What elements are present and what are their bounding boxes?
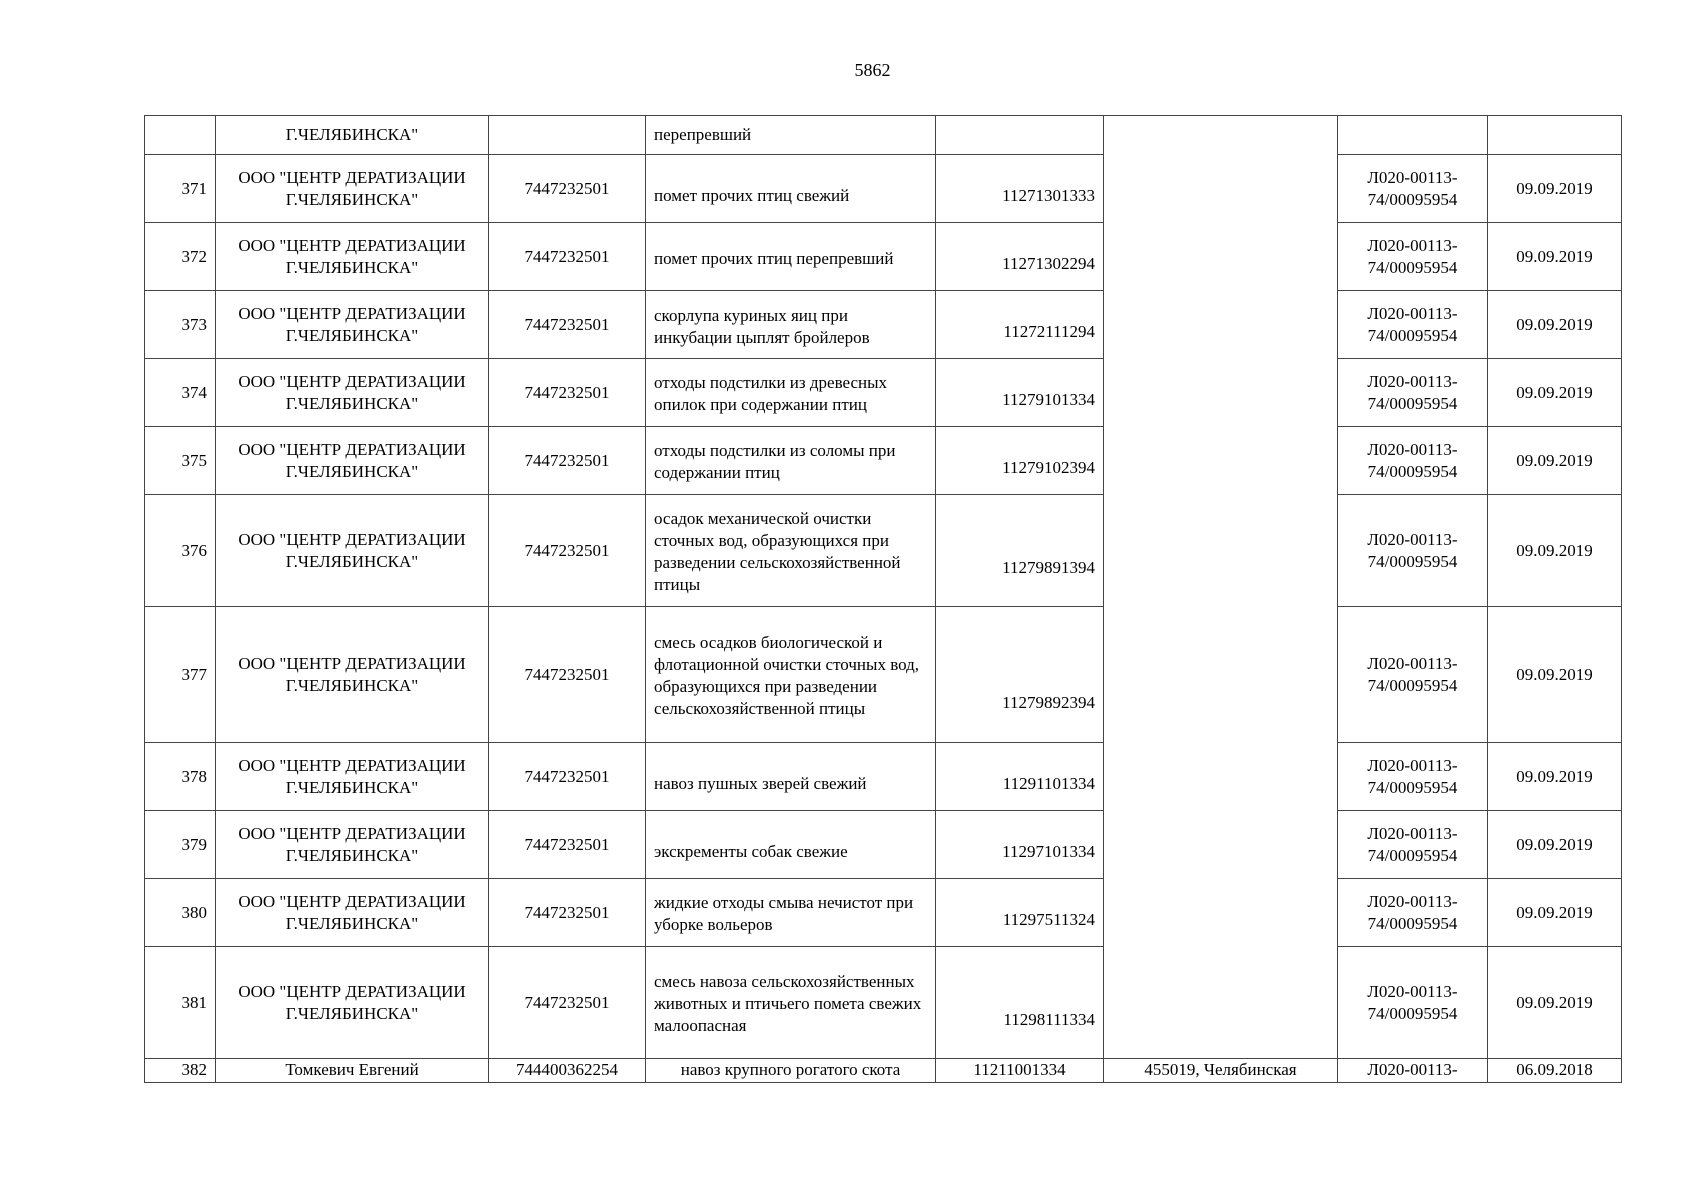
cell-license: Л020-00113-74/00095954	[1338, 879, 1488, 947]
cell-address-blank	[1104, 116, 1338, 1059]
cell-inn	[489, 116, 646, 155]
cell-number: 382	[145, 1059, 216, 1083]
cell-waste-code: 11272111294	[936, 291, 1104, 359]
cell-inn: 7447232501	[489, 427, 646, 495]
cell-inn: 7447232501	[489, 223, 646, 291]
cell-waste-code: 11271302294	[936, 223, 1104, 291]
cell-waste-name: осадок механической очистки сточных вод, образующихся при разведении сельскохозяйственной птицы	[646, 495, 936, 607]
cell-waste-code: 11279101334	[936, 359, 1104, 427]
cell-waste-name: экскременты собак свежие	[646, 811, 936, 879]
cell-inn: 7447232501	[489, 291, 646, 359]
cell-organization: ООО "ЦЕНТР ДЕРАТИЗАЦИИ Г.ЧЕЛЯБИНСКА"	[216, 427, 489, 495]
cell-waste-code: 11297511324	[936, 879, 1104, 947]
cell-number: 374	[145, 359, 216, 427]
cell-organization: ООО "ЦЕНТР ДЕРАТИЗАЦИИ Г.ЧЕЛЯБИНСКА"	[216, 607, 489, 743]
cell-waste-code: 11298111334	[936, 947, 1104, 1059]
cell-inn: 7447232501	[489, 743, 646, 811]
cell-number: 380	[145, 879, 216, 947]
waste-license-table	[144, 115, 1622, 1083]
cell-waste-name: навоз пушных зверей свежий	[646, 743, 936, 811]
cell-waste-name: жидкие отходы смыва нечистот при уборке вольеров	[646, 879, 936, 947]
cell-date: 09.09.2019	[1488, 359, 1622, 427]
table-row	[145, 495, 1622, 607]
cell-number: 381	[145, 947, 216, 1059]
cell-license: Л020-00113-74/00095954	[1338, 155, 1488, 223]
cell-license: Л020-00113-74/00095954	[1338, 427, 1488, 495]
table-row	[145, 947, 1622, 1059]
cell-license: Л020-00113-74/00095954	[1338, 291, 1488, 359]
page-number: 5862	[854, 60, 891, 80]
cell-organization: Г.ЧЕЛЯБИНСКА"	[216, 116, 489, 155]
cell-number: 371	[145, 155, 216, 223]
cell-number: 378	[145, 743, 216, 811]
cell-license: Л020-00113-74/00095954	[1338, 223, 1488, 291]
cell-waste-code: 11211001334	[936, 1059, 1104, 1083]
cell-number: 376	[145, 495, 216, 607]
cell-license: Л020-00113-74/00095954	[1338, 359, 1488, 427]
cell-waste-code	[936, 116, 1104, 155]
table-row	[145, 223, 1622, 291]
cell-number: 375	[145, 427, 216, 495]
cell-waste-code: 11297101334	[936, 811, 1104, 879]
cell-license	[1338, 116, 1488, 155]
cell-waste-name: помет прочих птиц перепревший	[646, 223, 936, 291]
cell-date: 09.09.2019	[1488, 223, 1622, 291]
cell-date: 09.09.2019	[1488, 607, 1622, 743]
cell-waste-name: смесь навоза сельскохозяйственных животных и птичьего помета свежих малоопасная	[646, 947, 936, 1059]
cell-license: Л020-00113-74/00095954	[1338, 947, 1488, 1059]
cell-license: Л020-00113-74/00095954	[1338, 743, 1488, 811]
cell-organization: ООО "ЦЕНТР ДЕРАТИЗАЦИИ Г.ЧЕЛЯБИНСКА"	[216, 879, 489, 947]
cell-waste-name: навоз крупного рогатого скота	[646, 1059, 936, 1083]
cell-waste-name: отходы подстилки из соломы при содержании птиц	[646, 427, 936, 495]
cell-inn: 7447232501	[489, 811, 646, 879]
cell-organization: ООО "ЦЕНТР ДЕРАТИЗАЦИИ Г.ЧЕЛЯБИНСКА"	[216, 811, 489, 879]
cell-date: 09.09.2019	[1488, 155, 1622, 223]
cell-number: 379	[145, 811, 216, 879]
cell-waste-code: 11279102394	[936, 427, 1104, 495]
cell-number: 377	[145, 607, 216, 743]
cell-organization: ООО "ЦЕНТР ДЕРАТИЗАЦИИ Г.ЧЕЛЯБИНСКА"	[216, 223, 489, 291]
cell-waste-code: 11271301333	[936, 155, 1104, 223]
cell-number: 372	[145, 223, 216, 291]
table-row	[145, 607, 1622, 743]
cell-date: 06.09.2018	[1488, 1059, 1622, 1083]
cell-waste-code: 11279891394	[936, 495, 1104, 607]
cell-date: 09.09.2019	[1488, 743, 1622, 811]
cell-waste-name: помет прочих птиц свежий	[646, 155, 936, 223]
cell-date: 09.09.2019	[1488, 495, 1622, 607]
cell-date: 09.09.2019	[1488, 879, 1622, 947]
table-row	[145, 155, 1622, 223]
table-row	[145, 359, 1622, 427]
cell-organization: ООО "ЦЕНТР ДЕРАТИЗАЦИИ Г.ЧЕЛЯБИНСКА"	[216, 155, 489, 223]
cell-date: 09.09.2019	[1488, 811, 1622, 879]
cell-organization: ООО "ЦЕНТР ДЕРАТИЗАЦИИ Г.ЧЕЛЯБИНСКА"	[216, 743, 489, 811]
table-row	[145, 291, 1622, 359]
cell-inn: 7447232501	[489, 607, 646, 743]
cell-license: Л020-00113-74/00095954	[1338, 495, 1488, 607]
cell-license: Л020-00113-74/00095954	[1338, 811, 1488, 879]
cell-inn: 7447232501	[489, 155, 646, 223]
cell-license: Л020-00113-	[1338, 1059, 1488, 1083]
cell-organization: ООО "ЦЕНТР ДЕРАТИЗАЦИИ Г.ЧЕЛЯБИНСКА"	[216, 291, 489, 359]
cell-waste-code: 11291101334	[936, 743, 1104, 811]
table-row	[145, 743, 1622, 811]
table-row	[145, 811, 1622, 879]
cell-waste-name: перепревший	[646, 116, 936, 155]
cell-license: Л020-00113-74/00095954	[1338, 607, 1488, 743]
cell-waste-name: отходы подстилки из древесных опилок при содержании птиц	[646, 359, 936, 427]
cell-organization: ООО "ЦЕНТР ДЕРАТИЗАЦИИ Г.ЧЕЛЯБИНСКА"	[216, 947, 489, 1059]
cell-number	[145, 116, 216, 155]
cell-number: 373	[145, 291, 216, 359]
cell-date: 09.09.2019	[1488, 291, 1622, 359]
cell-inn: 7447232501	[489, 879, 646, 947]
table-row	[145, 116, 1622, 155]
table-row	[145, 879, 1622, 947]
cell-organization: ООО "ЦЕНТР ДЕРАТИЗАЦИИ Г.ЧЕЛЯБИНСКА"	[216, 495, 489, 607]
cell-waste-code: 11279892394	[936, 607, 1104, 743]
table-row	[145, 1059, 1622, 1083]
cell-inn: 744400362254	[489, 1059, 646, 1083]
cell-organization: ООО "ЦЕНТР ДЕРАТИЗАЦИИ Г.ЧЕЛЯБИНСКА"	[216, 359, 489, 427]
cell-waste-name: скорлупа куриных яиц при инкубации цыплят бройлеров	[646, 291, 936, 359]
cell-waste-name: смесь осадков биологической и флотационной очистки сточных вод, образующихся при разведении сельскохозяйственной птицы	[646, 607, 936, 743]
cell-inn: 7447232501	[489, 947, 646, 1059]
cell-inn: 7447232501	[489, 495, 646, 607]
cell-date: 09.09.2019	[1488, 947, 1622, 1059]
table-row	[145, 427, 1622, 495]
cell-date	[1488, 116, 1622, 155]
cell-address: 455019, Челябинская	[1104, 1059, 1338, 1083]
cell-inn: 7447232501	[489, 359, 646, 427]
cell-date: 09.09.2019	[1488, 427, 1622, 495]
cell-organization: Томкевич Евгений	[216, 1059, 489, 1083]
